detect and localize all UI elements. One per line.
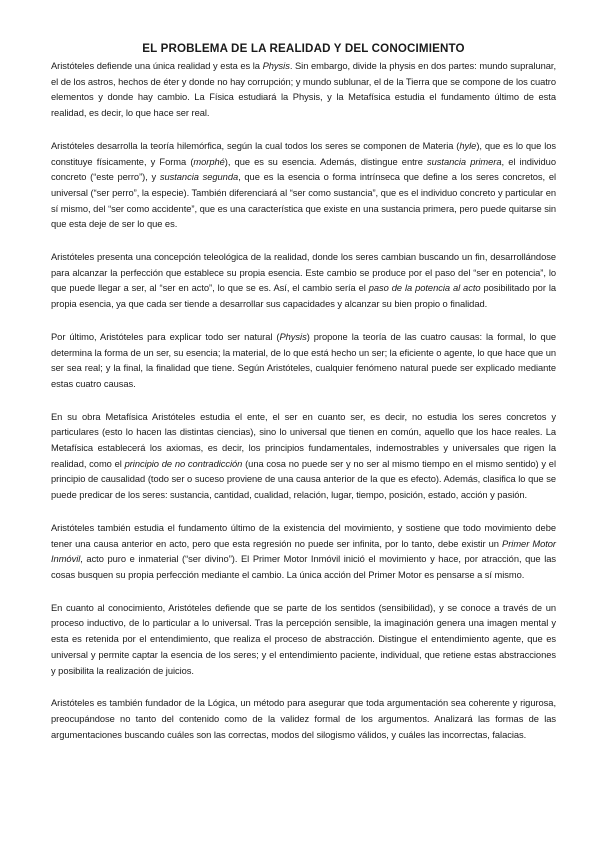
text-run: Aristóteles desarrolla la teoría hilemórfica, según la cual todos los seres se componen de Materia ( bbox=[51, 140, 460, 151]
paragraph bbox=[51, 59, 556, 122]
text-run: , el individuo concreto (“este perro”), y bbox=[51, 156, 556, 183]
italic-term: sustancia primera bbox=[427, 156, 502, 167]
italic-term: Physis bbox=[279, 331, 307, 342]
text-run: Por último, Aristóteles para explicar todo ser natural ( bbox=[51, 331, 280, 342]
italic-term: paso de la potencia al acto bbox=[368, 283, 481, 294]
document-body bbox=[51, 59, 556, 743]
paragraph bbox=[51, 601, 556, 680]
text-run: ), que es lo que los constituye físicamente, y Forma ( bbox=[51, 140, 556, 167]
document-page bbox=[51, 42, 556, 760]
text-run: . Sin embargo, divide la physis en dos partes: mundo supralunar, el de los astros, hechos de éter y donde no hay corrupción; y mundo sublunar, el de la Tierra que se compone de los cuatro elementos y donde hay cambio. La Física estudiará la Physis, y la Metafísica estudia el fundamento último de esta realidad, es decir, lo que hace ser real. bbox=[51, 61, 557, 119]
text-run: (una cosa no puede ser y no ser al mismo tiempo en el mismo sentido) y el principio de causalidad (todo ser o suceso proviene de una causa anterior de la que es efecto). Además, clasifica lo que se puede predicar de los seres: sustancia, cantidad, cualidad, relación, lugar, tiempo, posición, estado, acción y pasión. bbox=[51, 458, 556, 501]
italic-term: hyle bbox=[459, 140, 477, 151]
text-run: En cuanto al conocimiento, Aristóteles defiende que se parte de los sentidos (sensibilidad), y se conoce a través de un proceso inductivo, de lo particular a lo universal. Tras la percepción sensible, la imaginación genera una imagen mental y esta es retenida por el entendimiento, que realiza el proceso de abstracción. Distingue el entendimiento agente, que es universal y permite captar la esencia de los seres; y el entendimiento paciente, individual, que retiene estas abstracciones y posibilita la realización de juicios. bbox=[51, 602, 556, 676]
italic-term: morphé bbox=[193, 156, 225, 167]
text-run: posibilitado por la propia esencia, ya que cada ser tiende a desarrollar sus capacidades y alcanzar su bien propio o finalidad. bbox=[51, 283, 556, 310]
italic-term: Physis bbox=[262, 61, 290, 71]
text-run: Aristóteles presenta una concepción teleológica de la realidad, donde los seres cambian buscando un fin, desarrollándose para alcanzar la perfección que establece su propia esencia. Este cambio se produce por el paso del “ser en potencia”, lo que puede llegar a ser, al “ser en acto”, lo que se es. Así, el cambio sería el bbox=[51, 252, 556, 294]
paragraph bbox=[51, 330, 556, 393]
paragraph bbox=[51, 250, 556, 313]
paragraph bbox=[51, 139, 556, 233]
italic-term: principio de no contradicción bbox=[124, 458, 243, 469]
text-run: Aristóteles es también fundador de la Lógica, un método para asegurar que toda argumentación sea coherente y rigurosa, preocupándose no tanto del contenido como de la validez formal de los argumentos. Analizará las formas de las argumentaciones buscando cuáles son las correctas, modos del silogismo válidos, y cuáles las incorrectas, falacias. bbox=[51, 698, 556, 740]
text-run: Aristóteles también estudia el fundamento último de la existencia del movimiento, y sostiene que todo movimiento debe tener una causa anterior en acto, pero que esta regresión no puede ser infinita, por lo tanto, debe existir un bbox=[51, 522, 556, 549]
text-run: , que es la esencia o forma intrínseca que define a los seres concretos, el universal (“ser perro”, la especie). También diferenciará al “ser como sustancia”, que es el individuo concreto y particular en sí mismo, del “ser como accidente”, que es una característica que existe en una sustancia primera, pero puede quitarse sin que esta deje de ser lo que es. bbox=[51, 172, 556, 230]
text-run: Aristóteles defiende una única realidad y esta es la bbox=[51, 61, 263, 71]
text-run: ), que es su esencia. Además, distingue entre bbox=[224, 156, 428, 167]
italic-term: sustancia segunda bbox=[159, 172, 239, 183]
paragraph bbox=[51, 410, 556, 504]
text-run: En su obra Metafísica Aristóteles estudia el ente, el ser en cuanto ser, es decir, no estudia los seres concretos y particulares (esto lo hacen las distintas ciencias), sino lo universal que tienen en común, aquello que los hace reales. La Metafísica establecerá los axiomas, es decir, los principios fundamentales, indemostrables y universales que rigen la realidad, como el bbox=[51, 411, 556, 469]
italic-term: Primer Motor Inmóvil bbox=[51, 538, 556, 565]
text-run: , acto puro e inmaterial (“ser divino”). El Primer Motor Inmóvil inició el movimiento y hace, por atracción, que las cosas busquen su propia perfección mediante el cambio. La única acción del Primer Motor es pensarse a sí mismo. bbox=[51, 554, 556, 580]
paragraph bbox=[51, 696, 556, 743]
paragraph bbox=[51, 521, 556, 584]
page-title: EL PROBLEMA DE LA REALIDAD Y DEL CONOCIMIENTO bbox=[142, 42, 465, 55]
text-run: ) propone la teoría de las cuatro causas: la formal, lo que determina la forma de un ser, su esencia; la material, de lo que está hecho un ser; la eficiente o agente, lo que hace que un ser sea real; y la final, la finalidad que tiene. Según Aristóteles, cualquier fenómeno natural puede ser explicado mediante estas cuatro causas. bbox=[51, 331, 556, 389]
